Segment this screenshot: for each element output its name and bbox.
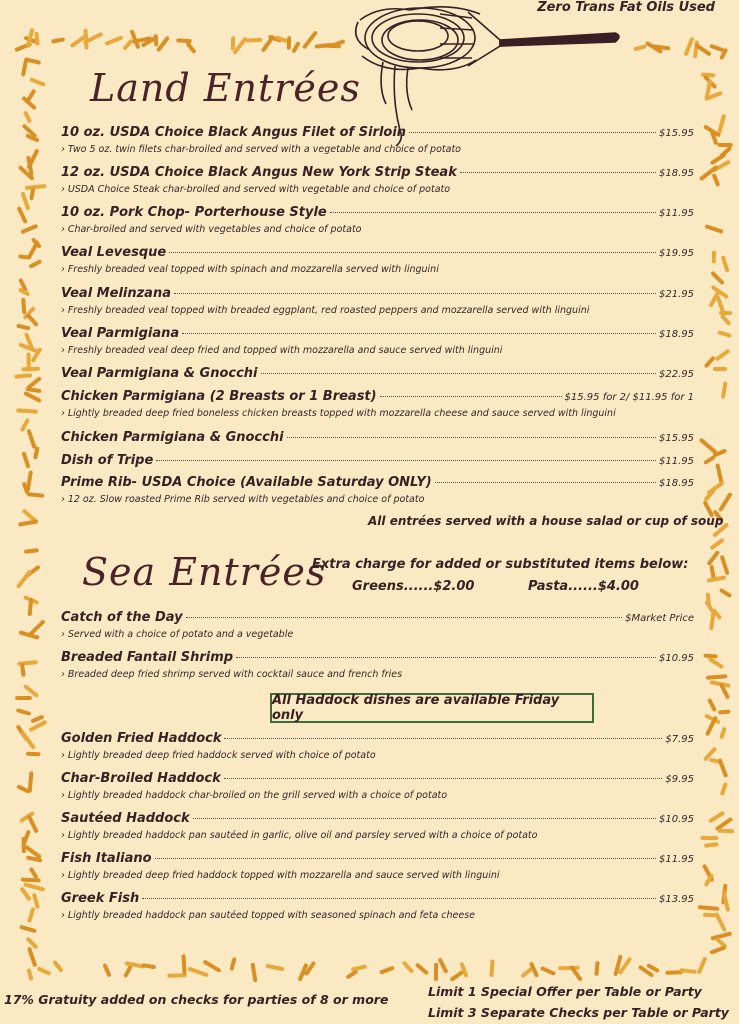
menu-item <box>61 125 694 155</box>
menu-item-description: › Lightly breaded deep fried boneless chicken breasts topped with mozzarella cheese and sauce served with linguini <box>61 408 694 419</box>
dot-leader <box>193 818 656 819</box>
salad-note: All entrées served with a house salad or cup of soup <box>368 514 724 528</box>
menu-item-name: Catch of the Day <box>61 610 183 625</box>
menu-item-price: $18.95 <box>659 168 694 179</box>
menu-item <box>61 326 694 356</box>
menu-item-name: Chicken Parmigiana & Gnocchi <box>61 430 284 445</box>
menu-item <box>61 811 694 841</box>
menu-item <box>61 891 694 921</box>
limit-offer-note: Limit 1 Special Offer per Table or Party <box>428 984 702 999</box>
menu-item-name: Golden Fried Haddock <box>61 731 222 746</box>
menu-item-price: $9.95 <box>665 774 694 785</box>
menu-item <box>61 453 694 468</box>
dot-leader <box>186 617 623 618</box>
menu-item-description: › Lightly breaded deep fried haddock served with choice of potato <box>61 750 694 761</box>
menu-item-name: Veal Levesque <box>61 245 167 260</box>
menu-item-price: $10.95 <box>659 814 694 825</box>
menu-item-name: Char-Broiled Haddock <box>61 771 221 786</box>
menu-item <box>61 366 694 381</box>
dot-leader <box>224 738 662 739</box>
limit-checks-note: Limit 3 Separate Checks per Table or Party <box>428 1005 729 1020</box>
menu-item-price: $18.95 <box>659 329 694 340</box>
menu-item <box>61 245 694 275</box>
dot-leader <box>174 293 656 294</box>
haddock-availability-box <box>270 693 594 723</box>
extra-charge-note: Extra charge for added or substituted items below: <box>312 557 689 572</box>
menu-item-price: $11.95 <box>659 854 694 865</box>
haddock-availability-note: All Haddock dishes are available Friday only <box>272 693 560 723</box>
menu-item-name: Veal Parmigiana <box>61 326 180 341</box>
menu-item-description: › Freshly breaded veal topped with spinach and mozzarella served with linguini <box>61 264 694 275</box>
menu-item-price: $15.95 <box>659 433 694 444</box>
menu-item <box>61 430 694 445</box>
menu-item-name: 10 oz. USDA Choice Black Angus Filet of Sirloin <box>61 125 407 140</box>
dot-leader <box>435 482 656 483</box>
menu-item-price: $15.95 for 2/ $11.95 for 1 <box>564 392 694 403</box>
menu-item-price: $18.95 <box>659 478 694 489</box>
menu-item-description: › Freshly breaded veal deep fried and topped with mozzarella and sauce served with linguini <box>61 345 694 356</box>
dot-leader <box>156 460 656 461</box>
dot-leader <box>155 858 656 859</box>
zero-trans-fat-note: Zero Trans Fat Oils Used <box>537 0 715 15</box>
menu-item-name: Greek Fish <box>61 891 140 906</box>
menu-item-price: $7.95 <box>665 734 694 745</box>
menu-item-price: $Market Price <box>625 613 694 624</box>
dot-leader <box>330 212 656 213</box>
menu-item-name: Breaded Fantail Shrimp <box>61 650 234 665</box>
menu-item-name: Sautéed Haddock <box>61 811 190 826</box>
menu-item-price: $11.95 <box>659 208 694 219</box>
menu-item <box>61 205 694 235</box>
menu-item <box>61 286 694 316</box>
pasta-charge: Pasta......$4.00 <box>528 579 639 594</box>
land-entrees-title: Land Entrées <box>90 66 361 110</box>
menu-item-description: › Lightly breaded deep fried haddock topped with mozzarella and sauce served with linguini <box>61 870 694 881</box>
menu-item-description: › Served with a choice of potato and a vegetable <box>61 629 694 640</box>
menu-item-price: $22.95 <box>659 369 694 380</box>
dot-leader <box>287 437 656 438</box>
dot-leader <box>182 333 656 334</box>
menu-item-description: › Lightly breaded haddock pan sautéed topped with seasoned spinach and feta cheese <box>61 910 694 921</box>
menu-item-description: › Breaded deep fried shrimp served with cocktail sauce and french fries <box>61 669 694 680</box>
menu-item-description: › Two 5 oz. twin filets char-broiled and served with a vegetable and choice of potato <box>61 144 694 155</box>
dot-leader <box>380 396 562 397</box>
menu-item-name: Fish Italiano <box>61 851 152 866</box>
dot-leader <box>409 132 656 133</box>
menu-item-price: $21.95 <box>659 289 694 300</box>
menu-item-price: $19.95 <box>659 248 694 259</box>
menu-item-name: Veal Parmigiana & Gnocchi <box>61 366 258 381</box>
menu-item-description: › Char-broiled and served with vegetables and choice of potato <box>61 224 694 235</box>
menu-item-name: Prime Rib- USDA Choice (Available Saturday ONLY) <box>61 475 432 490</box>
menu-item-name: Veal Melinzana <box>61 286 171 301</box>
menu-item-description: › Lightly breaded haddock pan sautéed in garlic, olive oil and parsley served with a choice of potato <box>61 830 694 841</box>
menu-item <box>61 851 694 881</box>
menu-item-description: › USDA Choice Steak char-broiled and served with vegetable and choice of potato <box>61 184 694 195</box>
menu-item <box>61 165 694 195</box>
menu-item <box>61 475 694 505</box>
dot-leader <box>142 898 656 899</box>
dot-leader <box>169 252 656 253</box>
menu-item <box>61 389 694 419</box>
menu-item-description: › Lightly breaded haddock char-broiled on the grill served with a choice of potato <box>61 790 694 801</box>
menu-item <box>61 610 694 640</box>
menu-item <box>61 650 694 680</box>
menu-item-name: 12 oz. USDA Choice Black Angus New York Strip Steak <box>61 165 457 180</box>
menu-item <box>61 771 694 801</box>
dot-leader <box>224 778 663 779</box>
menu-item-price: $10.95 <box>659 653 694 664</box>
menu-item-price: $13.95 <box>659 894 694 905</box>
dot-leader <box>261 373 657 374</box>
sea-entrees-title: Sea Entrées <box>82 550 327 594</box>
dot-leader <box>460 172 656 173</box>
menu-item-price: $15.95 <box>659 128 694 139</box>
dot-leader <box>236 657 656 658</box>
menu-item-name: Dish of Tripe <box>61 453 154 468</box>
menu-item-name: 10 oz. Pork Chop- Porterhouse Style <box>61 205 327 220</box>
menu-item-description: › 12 oz. Slow roasted Prime Rib served with vegetables and choice of potato <box>61 494 694 505</box>
gratuity-note: 17% Gratuity added on checks for parties of 8 or more <box>4 992 389 1007</box>
menu-item-price: $11.95 <box>659 456 694 467</box>
menu-item-name: Chicken Parmigiana (2 Breasts or 1 Breast) <box>61 389 377 404</box>
menu-item-description: › Freshly breaded veal topped with breaded eggplant, red roasted peppers and mozzarella served with linguini <box>61 305 694 316</box>
menu-item <box>61 731 694 761</box>
greens-charge: Greens......$2.00 <box>352 579 475 594</box>
